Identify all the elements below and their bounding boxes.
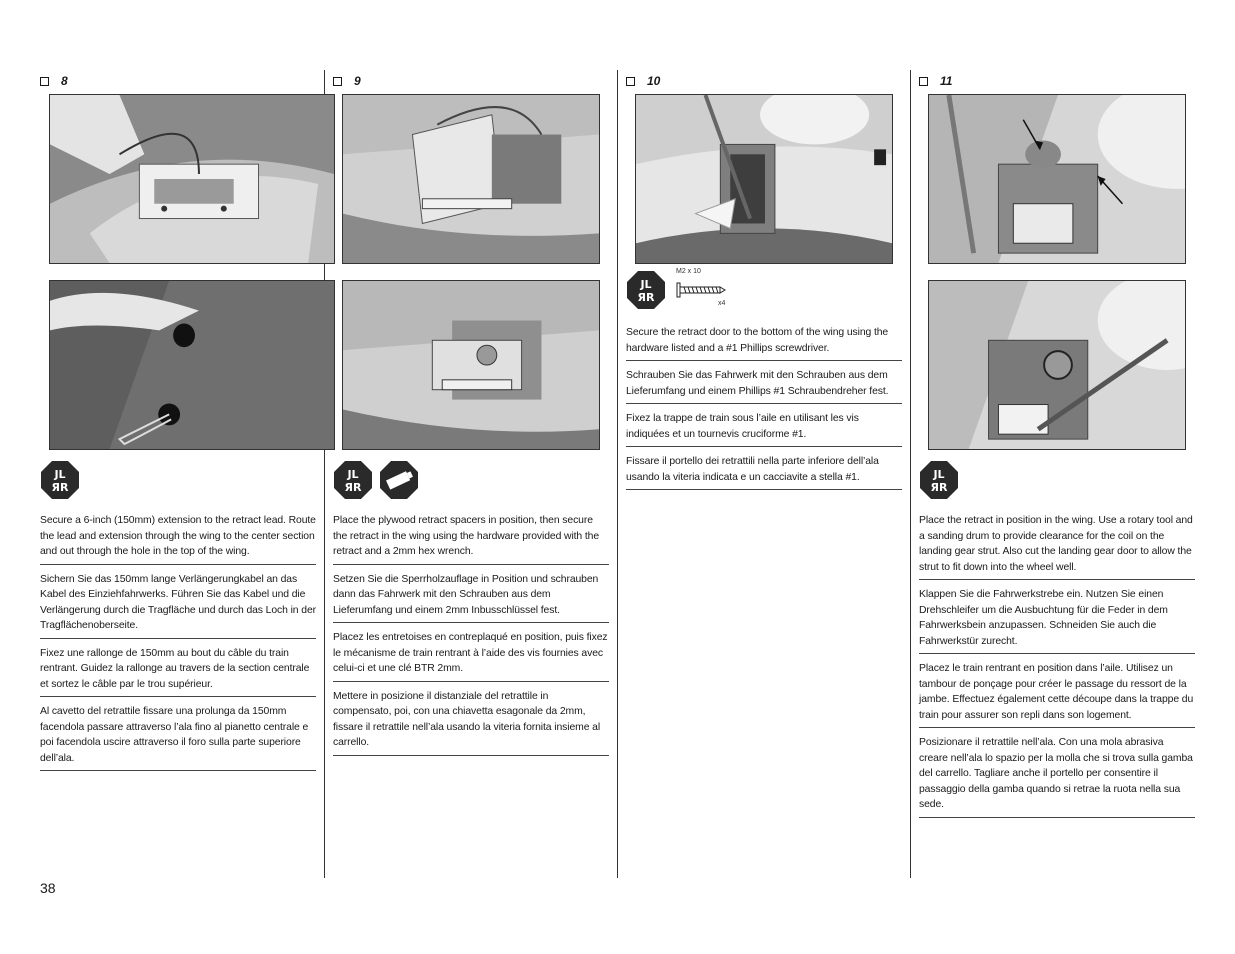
instruction-en: Place the plywood retract spacers in position, then secure the retract in the wing using the hardware provided with the retract and a 2mm hex wrench. [333,511,609,565]
step-number: 8 [61,74,68,88]
svg-text:JL: JL [933,468,945,481]
instruction-de: Sichern Sie das 150mm lange Verlängerungkabel an das Kabel des Einziehfahrwerks. Führen Sie das Kabel und die Verlängerung durch die Tragfläche und durch das Loch in der Tragflächenoberseite. [40,570,316,639]
column-divider [910,70,911,878]
column-divider [617,70,618,878]
instruction-fr: Placez le train rentrant en position dans l’aile. Utilisez un tambour de ponçage pour créer le passage du ressort de la jambe. Effectuez également cette découpe dans la trappe du train pour assurer son repli dans son logement. [919,659,1195,728]
svg-text:ЯR: ЯR [637,291,655,304]
step-10-column [626,70,902,483]
svg-text:ЯR: ЯR [344,481,362,494]
svg-text:ЯR: ЯR [51,481,69,494]
instruction-en: Secure a 6-inch (150mm) extension to the retract lead. Route the lead and extension through the wing to the center section and out through the hole in the top of the wing. [40,511,316,565]
step-11-icons [919,460,959,500]
screw-icon [676,282,726,298]
instruction-it: Al cavetto del retrattile fissare una prolunga da 150mm facendola passare attraverso l’ala fino al pianetto centrale e poi facendola uscire attraverso il foro sulla parte superiore dell’ala. [40,702,316,771]
step-9-text [333,511,609,761]
instruction-fr: Fixez une rallonge de 150mm au bout du câble du train rentrant. Guidez la rallonge au travers de la section centrale et sortez le câble par le trou supérieur. [40,644,316,698]
phillips-screwdriver-icon [626,270,666,310]
step-8-icons [40,460,80,500]
step-11-photo-1 [928,94,1186,264]
hex-wrench-icon [40,460,80,500]
instruction-de: Schrauben Sie das Fahrwerk mit den Schrauben aus dem Lieferumfang und einem Phillips #1 Schraubendreher fest. [626,366,902,404]
step-8-header [40,70,316,92]
page-number: 38 [40,880,56,896]
svg-text:JL: JL [347,468,359,481]
hardware-label: M2 x 10 [676,268,701,275]
step-10-text [626,323,902,495]
instruction-de: Klappen Sie die Fahrwerkstrebe ein. Nutzen Sie einen Drehschleifer um die Ausbuchtung für die Feder in dem Fahrwerksbein anzupassen. Schneiden Sie auch die Fahrwerkstür zurecht. [919,585,1195,654]
step-number: 11 [940,74,953,88]
instruction-fr: Fixez la trappe de train sous l’aile en utilisant les vis indiquées et un tournevis cruciforme #1. [626,409,902,447]
instruction-fr: Placez les entretoises en contreplaqué en position, puis fixez le mécanisme de train rentrant à l’aide des vis fournies avec celui-ci et une clé BTR 2mm. [333,628,609,682]
checkbox-icon[interactable] [919,77,928,86]
step-10-header [626,70,902,92]
instruction-de: Setzen Sie die Sperrholzauflage in Position und schrauben dann das Fahrwerk mit den Schrauben aus dem Lieferumfang und einem 2mm Inbusschlüssel fest. [333,570,609,624]
instruction-it: Mettere in posizione il distanziale del retrattile in compensato, poi, con una chiavetta esagonale da 2mm, fissare il retrattile nell’ala usando la viteria fornita insieme al carrello. [333,687,609,756]
step-11-column [919,70,1195,810]
checkbox-icon[interactable] [333,77,342,86]
step-number: 9 [354,74,361,88]
checkbox-icon[interactable] [626,77,635,86]
svg-text:JL: JL [54,468,66,481]
step-9-column [333,70,609,748]
step-number: 10 [647,74,661,88]
instruction-it: Fissare il portello dei retrattili nella parte inferiore dell’ala usando la viteria indicata e un cacciavite a stella #1. [626,452,902,490]
instruction-en: Place the retract in position in the wing. Use a rotary tool and a sanding drum to provide clearance for the coil on the landing gear strut. Also cut the landing gear door to allow the strut to fit down into the wheel well. [919,511,1195,580]
step-8-photo-2 [49,280,335,450]
step-10-icons [626,270,766,310]
checkbox-icon[interactable] [40,77,49,86]
glue-tube-icon [379,460,419,500]
hardware-callout [676,270,766,310]
instruction-en: Secure the retract door to the bottom of the wing using the hardware listed and a #1 Phillips screwdriver. [626,323,902,361]
step-9-photo-1 [342,94,600,264]
svg-text:JL: JL [640,278,652,291]
instruction-it: Posizionare il retrattile nell’ala. Con una mola abrasiva creare nell’ala lo spazio per la molla che si trova sulla gamba del carrello. Tagliare anche il portello per consentire il passaggio della gamba quando si retrae la ruota nella sua sede. [919,733,1195,818]
step-9-icons [333,460,419,500]
step-10-photo [635,94,893,264]
hex-wrench-icon [333,460,373,500]
step-11-photo-2 [928,280,1186,450]
step-8-column [40,70,316,764]
step-8-text [40,511,316,776]
step-11-text [919,511,1195,823]
hex-wrench-icon [919,460,959,500]
step-9-header [333,70,609,92]
step-11-header [919,70,1195,92]
step-9-photo-2 [342,280,600,450]
step-8-photo-1 [49,94,335,264]
svg-text:ЯR: ЯR [930,481,948,494]
hardware-count: x4 [718,300,726,307]
